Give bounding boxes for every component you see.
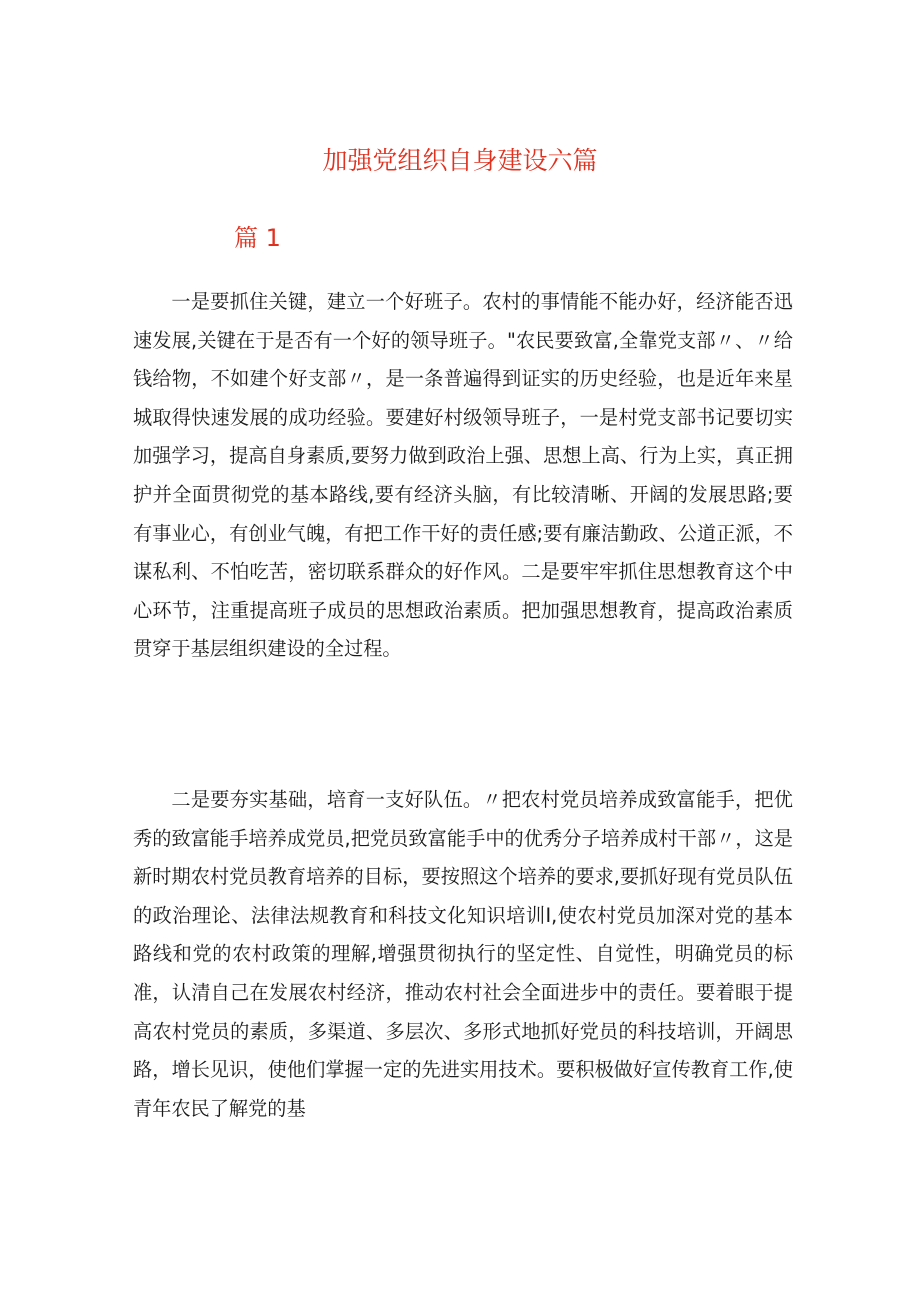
section-heading: 篇 1 bbox=[234, 224, 281, 252]
body-paragraph: 二是要夯实基础，培育一支好队伍。〃把农村党员培养成致富能手，把优秀的致富能手培养成党员,把党员致富能手中的优秀分子培养成村干部〃，这是新时期农村党员教育培养的目标，要按照这个培养的要求,要抓好现有党员队伍的政治理论、法律法规教育和科技文化知识培训I,使农村党员加深对党的基本路线和党的农村政策的理解,增强贯彻执行的坚定性、自觉性，明确党员的标准，认清自己在发展农村经济，推动农村社会全面进步中的责任。要着眼于提高农村党员的素质，多渠道、多层次、多形式地抓好党员的科技培训，开阔思路，增长见识，使他们掌握一定的先进实用技术。要积极做好宣传教育工作,使青年农民了解党的基 bbox=[133, 788, 793, 1120]
document-title: 加强党组织自身建设六篇 bbox=[322, 146, 598, 175]
body-paragraph: 一是要抓住关键，建立一个好班子。农村的事情能不能办好，经济能否迅速发展,关键在于是否有一个好的领导班子。"农民要致富,全靠党支部〃、〃给钱给物，不如建个好支部〃，是一条普遍得到证实的历史经验，也是近年来星城取得快速发展的成功经验。要建好村级领导班子，一是村党支部书记要切实加强学习，提高自身素质,要努力做到政治上强、思想上高、行为上实，真正拥护并全面贯彻党的基本路线,要有经济头脑，有比较清晰、开阔的发展思路;要有事业心，有创业气魄，有把工作干好的责任感;要有廉洁勤政、公道正派，不谋私利、不怕吃苦，密切联系群众的好作风。二是要牢牢抓住思想教育这个中心环节，注重提高班子成员的思想政治素质。把加强思想教育，提高政治素质贯穿于基层组织建设的全过程。 bbox=[133, 290, 793, 661]
